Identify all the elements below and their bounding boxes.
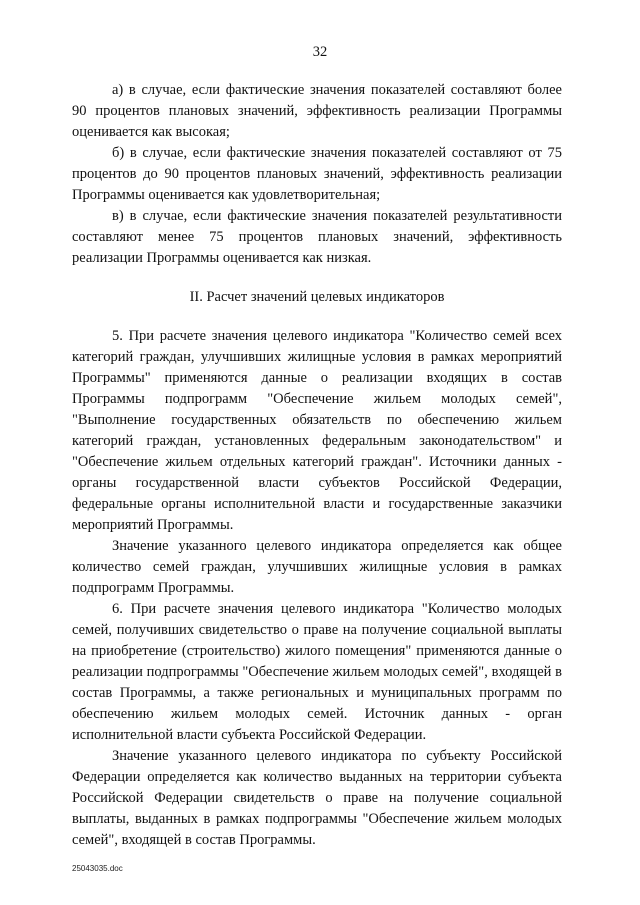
page-number: 32 xyxy=(312,44,328,60)
section-heading: II. Расчет значений целевых индикаторов xyxy=(189,289,445,305)
list-item-a: а) в случае, если фактические значения показателей составляют более 90 процентов плановых значений, эффективность реализации Программы оценивается как высокая; xyxy=(72,82,562,140)
list-item-v: в) в случае, если фактические значения показателей результативности составляют менее 75 процентов плановых значений, эффективность реализации Программы оценивается как низкая. xyxy=(72,208,562,266)
paragraph-6: 6. При расчете значения целевого индикатора "Количество молодых семей, получивших свидетельство о праве на получение социальной выплаты на приобретение (строительство) жилого помещения" применяются данные о реализации подпрограммы "Обеспечение жильем молодых семей", входящей в состав Программы, а также региональных и муниципальных программ по обеспечению жильем молодых семей. Источник данных - орган исполнительной власти субъекта Российской Федерации. xyxy=(72,601,562,743)
paragraph-5-value: Значение указанного целевого индикатора определяется как общее количество семей граждан, улучшивших жилищные условия в рамках подпрограмм Программы. xyxy=(72,538,562,596)
paragraph-6-value: Значение указанного целевого индикатора по субъекту Российской Федерации определяется как количество выданных на территории субъекта Российской Федерации свидетельств о праве на получение социальной выплаты, выданных в рамках подпрограммы "Обеспечение жильем молодых семей", входящей в состав Программы. xyxy=(72,748,562,848)
list-item-b: б) в случае, если фактические значения показателей составляют от 75 процентов до 90 процентов плановых значений, эффективность реализации Программы оценивается как удовлетворительная; xyxy=(72,145,562,203)
document-body xyxy=(72,80,562,851)
paragraph-5: 5. При расчете значения целевого индикатора "Количество семей всех категорий граждан, улучшивших жилищные условия в рамках мероприятий Программы" применяются данные о реализации входящих в состав Программы подпрограмм "Обеспечение жильем молодых семей", "Выполнение государственных обязательств по обеспечению жильем категорий граждан, установленных федеральным законодательством" и "Обеспечение жильем отдельных категорий граждан". Источники данных - органы государственной власти субъектов Российской Федерации, федеральные органы исполнительной власти и государственные заказчики мероприятий Программы. xyxy=(72,328,562,533)
footer-filename: 25043035.doc xyxy=(72,864,123,873)
